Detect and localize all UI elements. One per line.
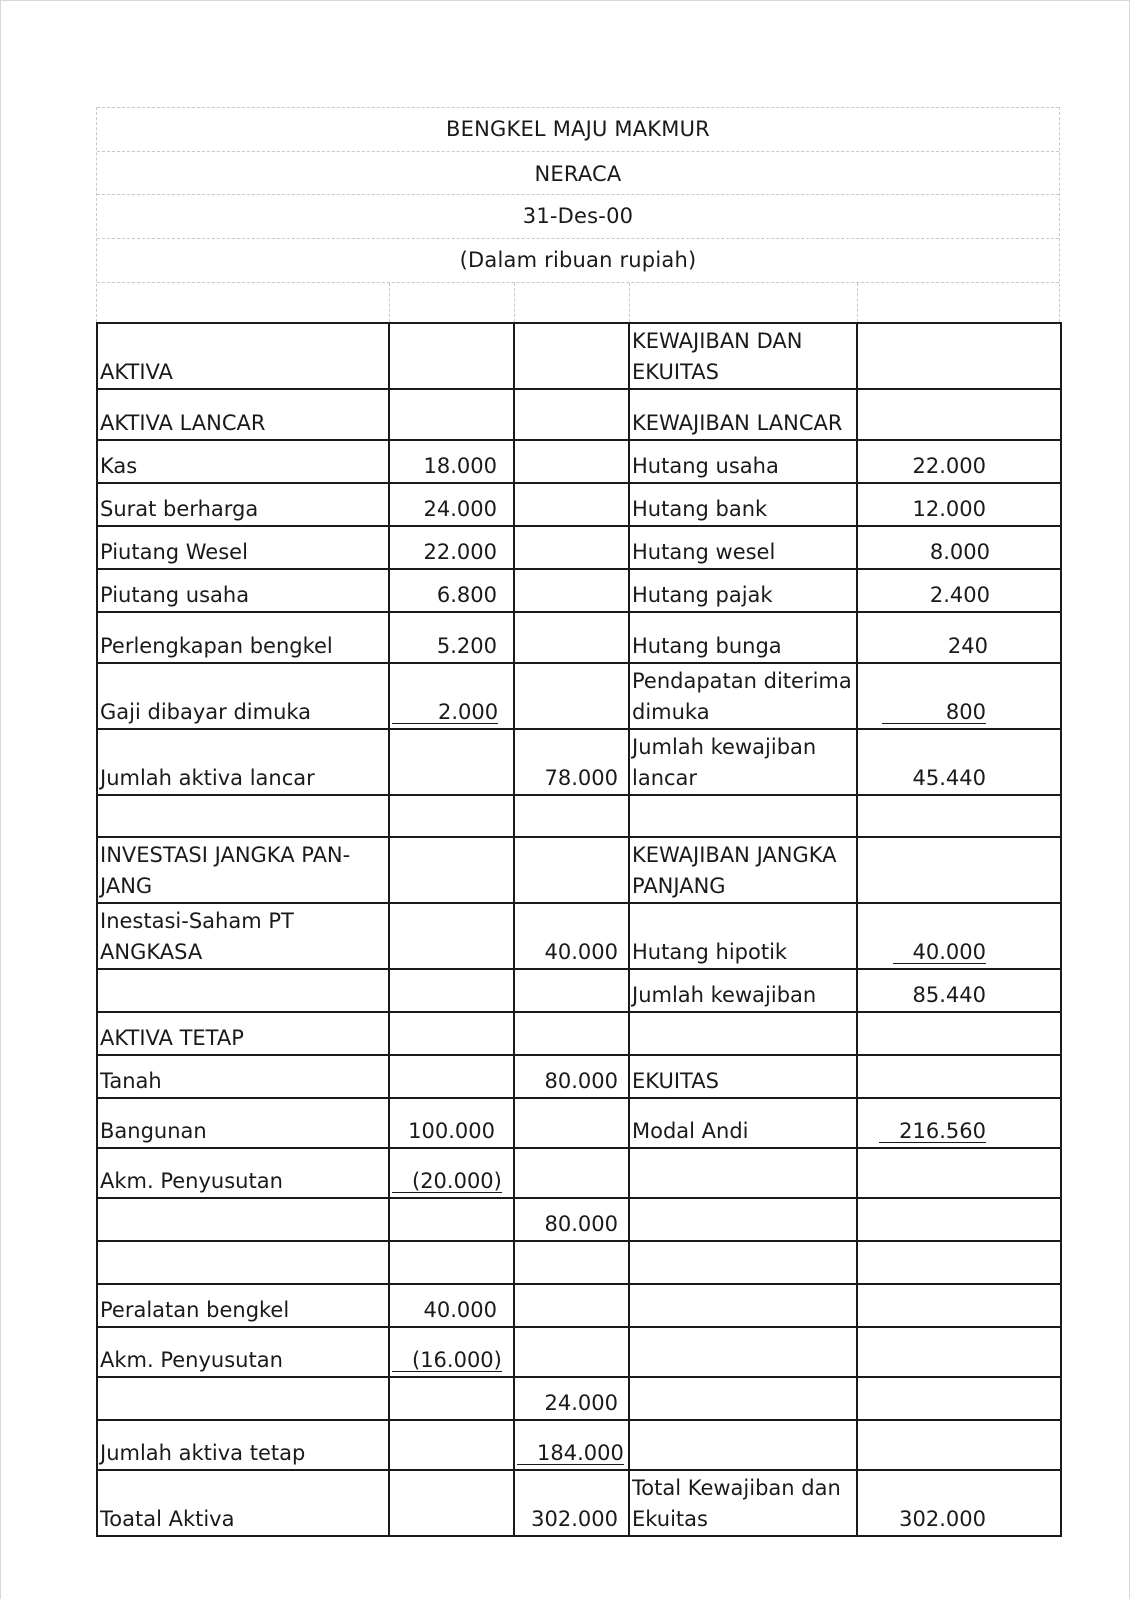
cell-total <box>514 569 629 612</box>
cell-label: AKTIVA <box>97 323 389 389</box>
cell-total <box>514 1012 629 1055</box>
cell-label: Gaji dibayar dimuka <box>97 663 389 729</box>
cell-label: Inestasi-Saham PT ANGKASA <box>97 903 389 969</box>
cell-total <box>514 483 629 526</box>
table-row <box>97 969 1061 1012</box>
cell-detail <box>389 1327 514 1377</box>
table-row <box>97 1470 1061 1536</box>
cell-label: Peralatan bengkel <box>97 1284 389 1327</box>
cell-detail: 40.000 <box>389 1284 514 1327</box>
cell-detail <box>389 1377 514 1420</box>
cell-detail <box>389 837 514 903</box>
cell-detail: 24.000 <box>389 483 514 526</box>
cell-amount: 22.000 <box>857 440 1061 483</box>
cell-label: EKUITAS <box>629 1055 857 1098</box>
cell-detail: 18.000 <box>389 440 514 483</box>
cell-amount <box>857 795 1061 837</box>
cell-amount <box>857 1327 1061 1377</box>
cell-label: Bangunan <box>97 1098 389 1148</box>
table-row <box>97 1012 1061 1055</box>
cell-total <box>514 1241 629 1284</box>
cell-detail <box>389 903 514 969</box>
cell-detail: 100.000 <box>389 1098 514 1148</box>
cell-detail: 6.800 <box>389 569 514 612</box>
cell-label: Pendapatan diterima dimuka <box>629 663 857 729</box>
table-row <box>97 1241 1061 1284</box>
cell-total: 302.000 <box>514 1470 629 1536</box>
cell-detail <box>389 1012 514 1055</box>
underlined-amount: 2.000 <box>392 701 498 724</box>
cell-label <box>97 1241 389 1284</box>
cell-amount <box>857 663 1061 729</box>
cell-detail <box>389 663 514 729</box>
cell-label: Modal Andi <box>629 1098 857 1148</box>
cell-detail <box>389 1470 514 1536</box>
balance-sheet <box>96 107 1060 1537</box>
underlined-amount: (16.000) <box>392 1349 502 1372</box>
cell-detail <box>389 1198 514 1241</box>
cell-label <box>629 795 857 837</box>
cell-amount <box>857 1284 1061 1327</box>
table-row <box>97 440 1061 483</box>
cell-label: Jumlah kewajiban <box>629 969 857 1012</box>
table-row <box>97 1377 1061 1420</box>
cell-total <box>514 612 629 663</box>
cell-detail: 22.000 <box>389 526 514 569</box>
table-row <box>97 1055 1061 1098</box>
table-row <box>97 1420 1061 1470</box>
company-name: BENGKEL MAJU MAKMUR <box>97 107 1059 151</box>
cell-amount: 85.440 <box>857 969 1061 1012</box>
cell-total <box>514 663 629 729</box>
cell-amount <box>857 1420 1061 1470</box>
cell-total <box>514 1420 629 1470</box>
underlined-amount: (20.000) <box>392 1170 502 1193</box>
cell-amount <box>857 1198 1061 1241</box>
table-row <box>97 795 1061 837</box>
cell-total <box>514 1284 629 1327</box>
cell-label: Akm. Penyusutan <box>97 1148 389 1198</box>
table-row <box>97 1148 1061 1198</box>
cell-label: Piutang Wesel <box>97 526 389 569</box>
report-unit: (Dalam ribuan rupiah) <box>97 238 1059 282</box>
cell-label: Total Kewajiban dan Ekuitas <box>629 1470 857 1536</box>
cell-label: Surat berharga <box>97 483 389 526</box>
cell-label <box>629 1420 857 1470</box>
cell-total <box>514 1098 629 1148</box>
cell-label: AKTIVA TETAP <box>97 1012 389 1055</box>
cell-label <box>97 1377 389 1420</box>
cell-label: Jumlah aktiva tetap <box>97 1420 389 1470</box>
cell-total <box>514 526 629 569</box>
cell-amount: 2.400 <box>857 569 1061 612</box>
cell-detail <box>389 1148 514 1198</box>
cell-label <box>629 1198 857 1241</box>
table-row <box>97 1284 1061 1327</box>
table-row <box>97 729 1061 795</box>
underlined-amount: 40.000 <box>893 941 986 964</box>
cell-amount <box>857 1377 1061 1420</box>
cell-detail <box>389 1420 514 1470</box>
cell-total: 80.000 <box>514 1198 629 1241</box>
cell-amount: 12.000 <box>857 483 1061 526</box>
table-row <box>97 1327 1061 1377</box>
cell-total <box>514 389 629 440</box>
cell-total <box>514 1327 629 1377</box>
cell-label: Piutang usaha <box>97 569 389 612</box>
table-row <box>97 323 1061 389</box>
cell-label <box>97 1198 389 1241</box>
cell-total: 78.000 <box>514 729 629 795</box>
cell-total: 80.000 <box>514 1055 629 1098</box>
cell-label: Toatal Aktiva <box>97 1470 389 1536</box>
cell-label: Jumlah kewajiban lancar <box>629 729 857 795</box>
table-row <box>97 526 1061 569</box>
cell-total <box>514 323 629 389</box>
underlined-amount: 800 <box>882 701 986 724</box>
cell-label: Akm. Penyusutan <box>97 1327 389 1377</box>
cell-label: Tanah <box>97 1055 389 1098</box>
cell-label: KEWAJIBAN LANCAR <box>629 389 857 440</box>
cell-amount: 302.000 <box>857 1470 1061 1536</box>
cell-label <box>97 969 389 1012</box>
table-row <box>97 1098 1061 1148</box>
table-row <box>97 663 1061 729</box>
cell-amount: 240 <box>857 612 1061 663</box>
table-row <box>97 569 1061 612</box>
cell-detail <box>389 1241 514 1284</box>
cell-total <box>514 837 629 903</box>
cell-label: Hutang wesel <box>629 526 857 569</box>
cell-label <box>629 1012 857 1055</box>
cell-detail <box>389 323 514 389</box>
report-header <box>96 107 1060 322</box>
blank-header-row <box>97 282 1059 322</box>
cell-amount <box>857 1055 1061 1098</box>
cell-amount: 8.000 <box>857 526 1061 569</box>
cell-label: INVESTASI JANGKA PAN-JANG <box>97 837 389 903</box>
table-row <box>97 389 1061 440</box>
cell-label: KEWAJIBAN JANGKA PANJANG <box>629 837 857 903</box>
cell-total <box>514 1148 629 1198</box>
table-row <box>97 483 1061 526</box>
cell-detail <box>389 729 514 795</box>
cell-total <box>514 440 629 483</box>
report-title: NERACA <box>97 151 1059 194</box>
underlined-amount: 184.000 <box>517 1442 624 1465</box>
cell-detail: 5.200 <box>389 612 514 663</box>
cell-detail <box>389 389 514 440</box>
cell-amount <box>857 837 1061 903</box>
cell-label <box>629 1241 857 1284</box>
table-row <box>97 1198 1061 1241</box>
cell-amount <box>857 1241 1061 1284</box>
table-row <box>97 903 1061 969</box>
cell-label: Jumlah aktiva lancar <box>97 729 389 795</box>
cell-total: 24.000 <box>514 1377 629 1420</box>
table-row <box>97 837 1061 903</box>
cell-amount <box>857 1012 1061 1055</box>
underlined-amount: 216.560 <box>879 1120 986 1143</box>
report-date: 31-Des-00 <box>97 194 1059 238</box>
cell-total <box>514 969 629 1012</box>
table-row <box>97 612 1061 663</box>
cell-total: 40.000 <box>514 903 629 969</box>
cell-label: Hutang bank <box>629 483 857 526</box>
cell-amount <box>857 903 1061 969</box>
cell-label: Perlengkapan bengkel <box>97 612 389 663</box>
cell-total <box>514 795 629 837</box>
cell-label <box>629 1284 857 1327</box>
cell-label: Hutang hipotik <box>629 903 857 969</box>
cell-detail <box>389 969 514 1012</box>
cell-label <box>629 1148 857 1198</box>
cell-label: KEWAJIBAN DAN EKUITAS <box>629 323 857 389</box>
cell-amount <box>857 1148 1061 1198</box>
cell-label: Kas <box>97 440 389 483</box>
cell-amount <box>857 389 1061 440</box>
balance-table <box>96 322 1062 1537</box>
cell-label <box>629 1377 857 1420</box>
cell-label: AKTIVA LANCAR <box>97 389 389 440</box>
cell-label: Hutang pajak <box>629 569 857 612</box>
cell-amount: 45.440 <box>857 729 1061 795</box>
cell-label: Hutang bunga <box>629 612 857 663</box>
cell-detail <box>389 1055 514 1098</box>
cell-label <box>97 795 389 837</box>
cell-amount <box>857 323 1061 389</box>
cell-label <box>629 1327 857 1377</box>
cell-label: Hutang usaha <box>629 440 857 483</box>
cell-detail <box>389 795 514 837</box>
cell-amount <box>857 1098 1061 1148</box>
